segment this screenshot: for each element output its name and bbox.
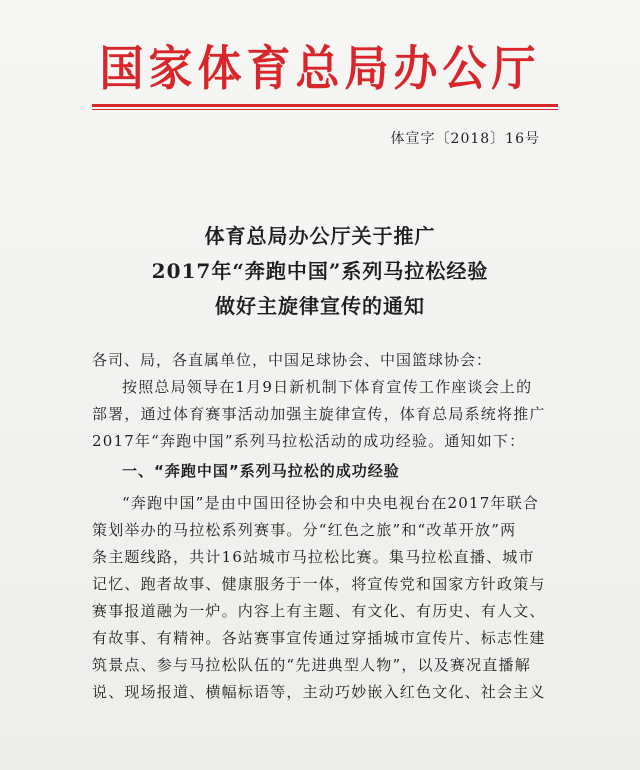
masthead-title: 国家体育总局办公厅 xyxy=(99,41,541,97)
masthead-rule-thin xyxy=(92,109,558,110)
paragraph-line: 赛事报道融为一炉。内容上有主题、有文化、有历史、有人文、 xyxy=(92,602,546,620)
paragraph-1 xyxy=(92,374,550,455)
paragraph-line: 2017年“奔跑中国”系列马拉松活动的成功经验。通知如下： xyxy=(92,432,526,450)
paragraph-line: 按照总局领导在1月9日新机制下体育宣传工作座谈会上的 xyxy=(122,378,533,396)
masthead-rule-thick xyxy=(92,104,558,107)
title-line-1: 体育总局办公厅关于推广 xyxy=(204,224,436,248)
paragraph-line: 筑景点、参与马拉松队伍的“先进典型人物”，以及赛况直播解 xyxy=(92,656,531,674)
title-line-2: 2017年“奔跑中国”系列马拉松经验 xyxy=(151,259,489,283)
paragraph-line: 有故事、有精神。各站赛事宣传通过穿插城市宣传片、标志性建 xyxy=(92,629,546,647)
paragraph-line: “奔跑中国”是由中国田径协会和中央电视台在2017年联合 xyxy=(122,494,540,512)
salutation: 各司、局，各直属单位，中国足球协会、中国篮球协会： xyxy=(92,351,493,369)
paragraph-line: 记忆、跑者故事、健康服务于一体，将宣传党和国家方针政策与 xyxy=(92,575,546,593)
paragraph-line: 说、现场报道、横幅标语等，主动巧妙嵌入红色文化、社会主义 xyxy=(92,683,546,701)
paragraph-line: 部署，通过体育赛事活动加强主旋律宣传，体育总局系统将推广 xyxy=(92,405,546,423)
section-heading: 一、“奔跑中国”系列马拉松的成功经验 xyxy=(122,462,400,480)
document-number: 体宣字〔2018〕16号 xyxy=(390,131,540,147)
paragraph-line: 策划举办的马拉松系列赛事。分“红色之旅”和“改革开放”两 xyxy=(92,521,517,539)
paragraph-line: 条主题线路，共计16站城市马拉松比赛。集马拉松直播、城市 xyxy=(92,548,535,566)
title-line-3: 做好主旋律宣传的通知 xyxy=(215,294,425,318)
paragraph-2 xyxy=(92,490,550,706)
